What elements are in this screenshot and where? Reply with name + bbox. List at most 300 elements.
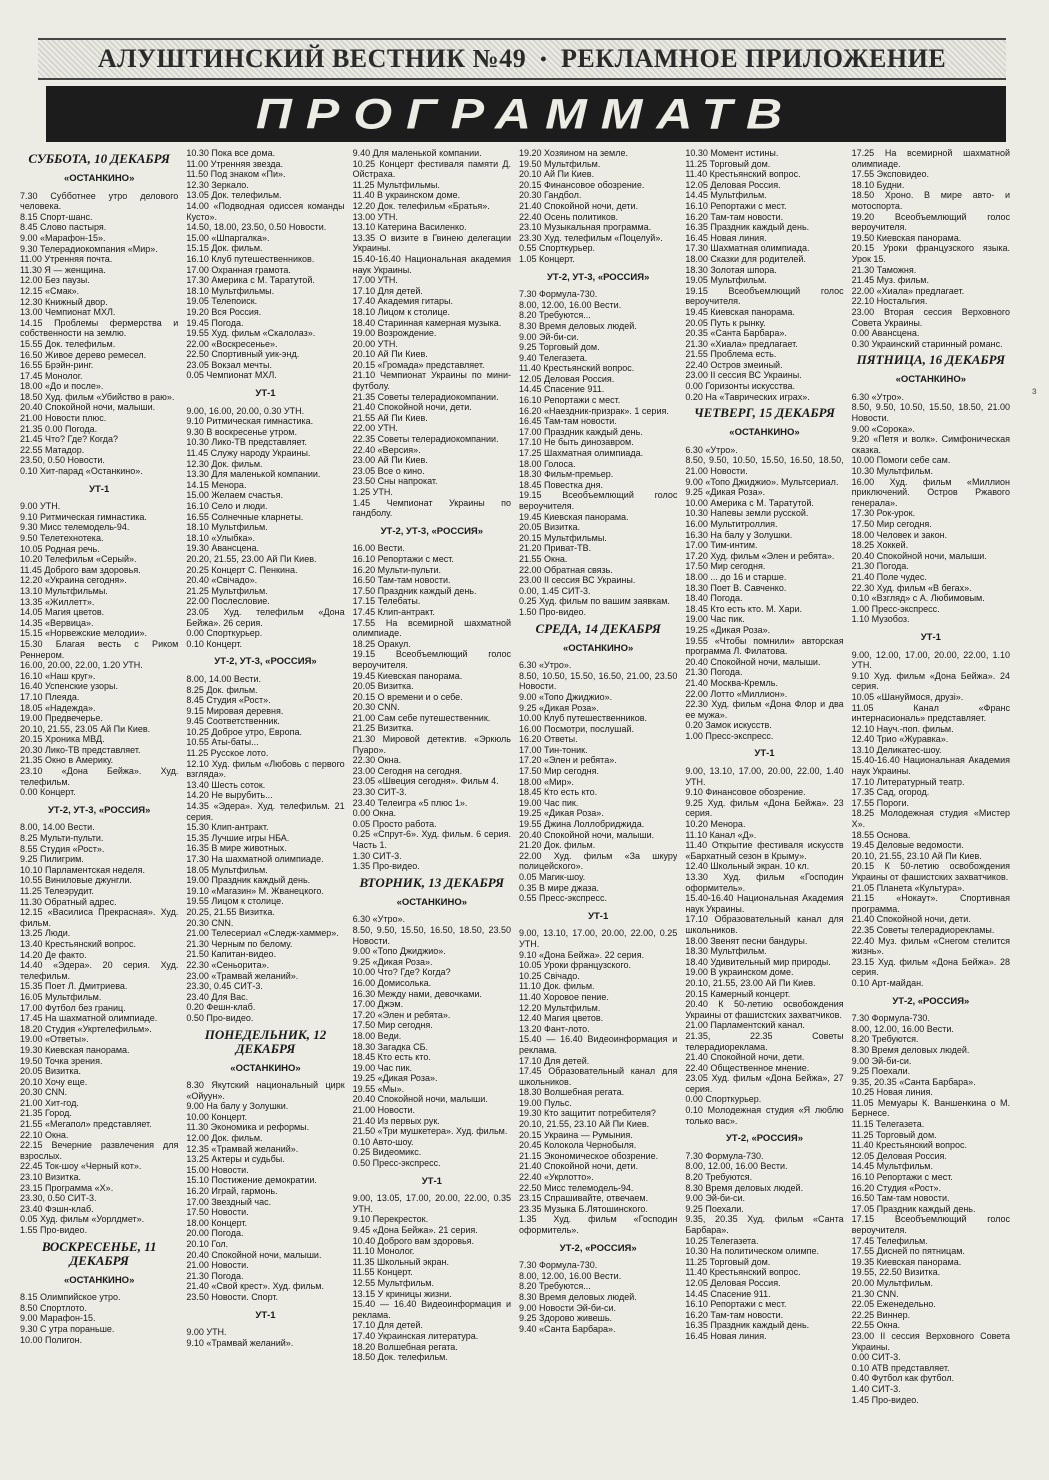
program-entry: 12.20 «Украина сегодня». — [20, 575, 127, 586]
program-entry: 9.25 «Дикая Роза». — [518, 702, 599, 713]
program-entry: 0.05 Чемпионат МХЛ. — [186, 370, 277, 381]
program-entry: 0.05 Просто работа. — [352, 818, 437, 829]
program-entry: 22.00 «Хиала» предлагает. — [851, 285, 965, 296]
schedule-column — [685, 148, 843, 1470]
program-entry: 17.00 Джэм. — [352, 999, 404, 1010]
program-entry: 0.00 Горизонты искусства. — [685, 381, 796, 392]
program-entry: 13.10 Деликатес-шоу. — [851, 744, 942, 755]
program-entry: 9.10 Перекресток. — [352, 1214, 429, 1225]
program-entry: 9.00 УТН. — [186, 1327, 227, 1338]
program-entry: 18.10 Лицом к столице. — [352, 306, 450, 317]
program-entry: 15.30 Благая весть с Риком Реннером. — [20, 638, 179, 660]
program-entry: 20.45 Колокола Чернобыля. — [518, 1140, 637, 1151]
program-entry: 15.10 Постижение демократии. — [186, 1175, 317, 1186]
program-entry: 9.40 Для маленькой компании. — [352, 148, 482, 158]
program-entry: 23.30, 0.45 СИТ-3. — [186, 981, 263, 992]
program-entry: 11.25 Торговый дом. — [685, 158, 771, 169]
program-entry: 13.20 Фант-лото. — [518, 1023, 590, 1034]
program-entry: 20.10 Гол. — [186, 1239, 229, 1249]
program-entry: 9.25 Пилигрим. — [20, 854, 84, 865]
program-entry: 7.30 Формула-730. — [685, 1150, 764, 1161]
program-entry: 9.15 Мировая деревня. — [186, 705, 284, 716]
program-entry: 19.55 Лицом к столице. — [186, 896, 284, 907]
program-entry: 21.05 Планета «Культура». — [851, 882, 965, 893]
program-entry: 10.30 Пока все дома. — [186, 148, 276, 158]
program-entry: 10.00 Америка с М. Таратутой. — [685, 497, 814, 508]
program-entry: 11.40 Крестьянский вопрос. — [685, 1267, 801, 1278]
program-entry: 17.50 Мир сегодня. — [685, 561, 766, 572]
program-entry: 17.35 Сад, огород. — [851, 787, 930, 798]
program-entry: 23.30 Худ. телефильм «Поцелуй». — [518, 232, 663, 243]
program-entry: 1.55 Про-видео. — [20, 1225, 88, 1235]
program-entry: 9.35, 20.35 Худ. фильм «Санта Барбара». — [685, 1214, 844, 1235]
program-entry: 1.30 СИТ-3. — [352, 850, 402, 861]
program-entry: 20.30 CNN. — [20, 1087, 68, 1098]
program-entry: 11.25 Телеэрудит. — [20, 886, 94, 896]
program-entry: 8.00, 14.00 Вести. — [186, 673, 262, 684]
program-entry: 13.15 У криницы жизни. — [352, 1288, 452, 1299]
program-entry: 16.00 Мультитроллия. — [685, 519, 778, 529]
program-entry: 23.05 Худ. фильм «Дона Бейжа», 27 серия. — [685, 1073, 844, 1094]
program-entry: 18.00 «Мир». — [518, 776, 575, 787]
program-entry: 13.35 О визите в Гвинею делегации Украины. — [352, 232, 511, 254]
program-entry: 21.50 «Три мушкетера». Худ. фильм. — [352, 1126, 508, 1137]
program-entry: 19.00 Час пик. — [685, 614, 745, 625]
program-entry: 11.40 Хоровое пение. — [518, 991, 609, 1002]
program-entry: 9.30 Мисс телемодель-94. — [20, 522, 130, 533]
program-entry: 18.45 Кто есть кто. М. Хари. — [685, 603, 803, 614]
program-entry: 1.35 Про-видео. — [352, 861, 420, 872]
program-entry: 0.00 Спорткурьер. — [186, 628, 263, 639]
program-entry: 17.20 «Элен и ребята». — [518, 755, 617, 766]
program-entry: 19.45 Деловые ведомости. — [851, 840, 964, 851]
program-entry: 16.20 Ответы. — [518, 734, 578, 745]
program-entry: 10.30 Момент истины. — [685, 148, 779, 158]
program-entry: 16.00 Худ. фильм «Миллион приключений. Остров Ржавого генерала». — [851, 476, 1010, 508]
program-entry: 21.40 Спокойной ночи, дети. — [851, 914, 971, 925]
program-entry: 18.00 Веди. — [352, 1030, 402, 1041]
program-entry: 21.00 Телесериал «Следж-хаммер». — [186, 928, 339, 939]
program-entry: 23.30 СИТ-3. — [352, 787, 407, 798]
program-entry: 11.25 Мультфильмы. — [352, 179, 440, 190]
program-entry: 9.30 Телерадиокомпания «Мир». — [20, 243, 158, 254]
program-entry: 17.30 Америка с М. Таратутой. — [186, 275, 315, 286]
program-entry: 6.30 «Утро». — [851, 391, 905, 402]
program-entry: 9.00 Эй-би-си. — [685, 1193, 746, 1204]
program-entry: 11.55 Концерт. — [352, 1267, 413, 1278]
program-entry: 21.40 Спокойной ночи, дети. — [518, 200, 639, 211]
program-entry: 11.40 В украинском доме. — [352, 190, 461, 201]
program-entry: 19.55, 22.50 Визитка. — [851, 1267, 941, 1278]
program-entry: 13.10 Мультфильмы. — [20, 585, 108, 596]
channel-heading: «ОСТАНКИНО» — [63, 173, 135, 184]
program-entry: 23.05 Вокзал мечты. — [186, 359, 272, 370]
program-entry: 18.25 Хоккей. — [851, 540, 909, 551]
program-entry: 21.00 Сам себе путешественник. — [352, 712, 491, 723]
program-entry: 9.25 «Дикая Роза». — [685, 487, 766, 498]
program-entry: 19.00 Час пик. — [518, 797, 579, 808]
program-entry: 0.00 Спорткурьер. — [685, 1094, 762, 1105]
program-entry: 20.30 CNN. — [186, 917, 234, 928]
program-entry: 18.00 ... до 16 и старше. — [685, 571, 787, 582]
program-entry: 20.15 Уроки французского языка. Урок 15. — [851, 243, 1010, 264]
program-entry: 1.05 Концерт. — [518, 253, 575, 264]
program-entry: 1.00 Пресс-экспресс. — [851, 603, 940, 614]
program-entry: 16.30 На балу у Золушки. — [685, 529, 793, 540]
program-entry: 23.00 II сессия ВС Украины. — [518, 575, 636, 586]
program-entry: 7.30 Формула-730. — [851, 1013, 930, 1024]
program-entry: 23.15 Спрашивайте, отвечаем. — [518, 1193, 649, 1204]
program-entry: 16.20 Там-там новости. — [685, 211, 784, 222]
program-entry: 12.20 Мультфильм. — [518, 1002, 601, 1013]
program-entry: 11.50 Под знаком «Пи». — [186, 169, 286, 180]
program-entry: 1.35 Худ. фильм «Господин оформитель». — [518, 1214, 678, 1235]
program-entry: 8.20 Требуются... — [518, 310, 591, 321]
program-entry: 18.45 Кто есть кто. — [518, 787, 598, 798]
program-entry: 11.10 Канал «Д». — [685, 829, 757, 840]
program-entry: 16.55 Брэйн-ринг. — [20, 360, 94, 371]
channel-heading: УТ-1 — [754, 748, 775, 760]
program-entry: 11.25 Торговый дом. — [851, 1129, 937, 1140]
program-entry: 22.10 Окна. — [20, 1129, 69, 1140]
program-entry: 19.05 Телепоиск. — [186, 296, 258, 307]
program-entry: 9.00 Эй-би-си. — [851, 1055, 912, 1066]
program-entry: 20.15 О времени и о себе. — [352, 691, 463, 702]
program-entry: 22.00 Худ. фильм «За шкуру полицейского». — [518, 850, 678, 872]
program-entry: 19.25 «Дикая Роза». — [518, 808, 604, 819]
program-entry: 11.05 Мемуары К. Ваншенкина о М. Бернесе. — [851, 1097, 1010, 1119]
program-entry: 9.00 Новости Эй-би-си. — [518, 1302, 617, 1313]
program-entry: 23.05 Худ. телефильм «Дона Бейжа». 26 серия. — [186, 606, 345, 628]
program-entry: 18.30 Загадка СБ. — [352, 1041, 429, 1052]
program-entry: 19.00 Предвечерье. — [20, 713, 103, 724]
program-entry: 19.15 Всеобъемлющий голос вероучителя. — [518, 490, 678, 511]
schedule-column — [20, 148, 178, 1470]
program-entry: 0.10 «Взгляд» с А. Любимовым. — [851, 593, 985, 604]
program-entry: 20.30 Гандбол. — [518, 190, 582, 201]
program-entry: 20.35 «Санта Барбара». — [685, 328, 787, 339]
program-entry: 8.20 Требуются. — [685, 1172, 753, 1183]
channel-heading: «ОСТАНКИНО» — [230, 1062, 301, 1074]
program-entry: 9.10 «Трамвай желаний». — [186, 1337, 294, 1348]
program-entry: 11.45 Служу народу Украины. — [186, 448, 311, 459]
program-entry: 14.35 «Вервица». — [20, 617, 94, 628]
program-entry: 0.50 Пресс-экспресс. — [352, 1158, 441, 1169]
program-entry: 14.45 Спасение 911. — [518, 384, 605, 395]
program-entry: 9.50 Телетехнотека. — [20, 533, 104, 543]
program-entry: 8.20 Требуются... — [518, 1281, 591, 1292]
program-entry: 11.25 Торговый дом. — [685, 1256, 771, 1267]
program-entry: 8.25 Док. фильм. — [186, 684, 258, 695]
program-entry: 9.10 Худ. фильм «Дона Бейжа». 24 серия. — [851, 670, 1010, 692]
program-entry: 10.55 Аты-баты... — [186, 737, 259, 748]
program-entry: 7.30 Субботнее утро делового человека. — [20, 190, 179, 212]
program-entry: 11.35 Школьный экран. — [352, 1256, 450, 1267]
program-entry: 9.00, 13.10, 17.00, 20.00, 22.00, 0.25 УТН. — [518, 928, 678, 949]
program-entry: 22.10 Ностальгия. — [851, 296, 928, 307]
program-entry: 20.40 Спокойной ночи, малыши. — [352, 1094, 488, 1105]
program-entry: 19.35 Киевская панорама. — [851, 1256, 962, 1267]
program-entry: 20.40 «Свiчадо». — [186, 575, 258, 586]
program-entry: 9.10 Ритмическая гимнастика. — [20, 511, 147, 522]
program-entry: 13.25 Люди. — [20, 928, 71, 939]
program-entry: 15.00 «Шпаргалка». — [186, 232, 270, 243]
program-entry: 17.15 Телебаты. — [352, 596, 421, 607]
program-entry: 9.45 Соответственник. — [186, 716, 280, 727]
program-entry: 18.10 Мультфильмы. — [186, 285, 275, 296]
program-entry: 20.00 УТН. — [352, 338, 398, 349]
program-entry: 10.40 Доброго вам здоровья. — [352, 1235, 475, 1246]
program-entry: 18.05 «Надежда». — [20, 702, 96, 713]
channel-heading: УТ-1 — [255, 1309, 276, 1321]
program-entry: 21.40 «Свой крест». Худ. фильм. — [186, 1281, 324, 1292]
program-entry: 9.25 Поехали. — [685, 1203, 744, 1214]
program-entry: 15.35 Лучшие игры НБА. — [186, 832, 290, 843]
program-entry: 16.40 Успенские узоры. — [20, 681, 118, 692]
program-entry: 8.00, 14.00 Вести. — [20, 822, 95, 833]
program-entry: 15.55 Док. телефильм. — [20, 338, 116, 349]
program-entry: 14.50, 18.00, 23.50, 0.50 Новости. — [186, 222, 327, 233]
program-entry: 8.25 Мульти-пульти. — [20, 833, 104, 844]
program-entry: 17.10 Для детей. — [352, 285, 423, 296]
program-entry: 21.35 Советы телерадиокомпании. — [352, 391, 499, 402]
program-entry: 11.30 Я — женщина. — [20, 264, 106, 275]
program-entry: 8.30 Время деловых людей. — [685, 1182, 804, 1193]
program-entry: 18.50 Худ. фильм «Убийство в раю». — [20, 391, 175, 402]
program-entry: 18.10 Мультфильм. — [186, 522, 268, 533]
program-entry: 10.00 Концерт. — [186, 1111, 248, 1122]
program-entry: 10.30 Лико-ТВ представляет. — [186, 437, 307, 448]
program-entry: 23.00 Сегодня на сегодня. — [352, 765, 463, 776]
program-entry: 9.25 Худ. фильм «Дона Бейжа». 23 серия. — [685, 797, 844, 819]
program-entry: 15.40 — 16.40 Видеоинформация и реклама. — [352, 1299, 511, 1320]
program-entry: 23.40 Для Вас. — [186, 991, 249, 1002]
program-entry: 14.00 «Подводная одиссея команды Кусто». — [186, 200, 345, 222]
program-entry: 0.55 Пресс-экспресс. — [518, 893, 607, 904]
channel-heading: УТ-1 — [421, 1175, 442, 1187]
schedule-columns — [20, 148, 1010, 1470]
program-entry: 17.10 Для детей. — [352, 1320, 423, 1331]
program-entry: 10.25 Новая линия. — [851, 1087, 933, 1098]
program-entry: 10.25 Свiчадо. — [518, 970, 580, 981]
program-entry: 22.00 Лотто «Миллион». — [685, 688, 788, 699]
program-entry: 20.15 Финансовое обозрение. — [518, 179, 645, 190]
channel-heading: УТ-2, «РОССИЯ» — [559, 1242, 637, 1254]
program-entry: 21.20 Док. фильм. — [518, 840, 596, 851]
program-entry: 21.55 Окна. — [518, 553, 568, 564]
program-entry: 12.15 «Василиса Прекрасная». Худ. фильм. — [20, 907, 179, 928]
program-entry: 20.10 Ай Пи Киев. — [518, 169, 595, 180]
program-entry: 18.00 Сказки для родителей. — [685, 253, 806, 264]
program-entry: 22.40 Муз. фильм «Снегом стелится жизнь». — [851, 935, 1010, 957]
program-entry: 1.10 Музобоз. — [851, 614, 910, 625]
masthead-section: РЕКЛАМНОЕ ПРИЛОЖЕНИЕ — [561, 44, 947, 73]
program-entry: 19.20 Хозяином на земле. — [518, 148, 628, 158]
program-entry: 9.40 «Санта Барбара». — [518, 1323, 616, 1334]
program-entry: 18.20 Студия «Укртелефильм». — [20, 1023, 152, 1034]
program-entry: 19.55 «Мы». — [352, 1083, 405, 1094]
program-entry: 19.45 Погода. — [186, 317, 244, 328]
channel-heading: УТ-2, «РОССИЯ» — [892, 995, 970, 1007]
program-entry: 16.10 Репортажи с мест. — [685, 1299, 787, 1310]
program-entry: 22.15 Вечерние развлечения для взрослых. — [20, 1140, 179, 1161]
program-entry: 12.30 Док. фильм. — [186, 458, 263, 469]
program-entry: 9.00 Эй-би-си. — [518, 331, 579, 342]
program-entry: 21.00 Новости. — [352, 1105, 416, 1116]
program-banner — [46, 86, 1006, 142]
program-entry: 18.00 Человек и закон. — [851, 529, 948, 540]
program-entry: 9.10 Финансовое обозрение. — [685, 787, 806, 798]
program-entry: 16.35 В мире животных. — [186, 843, 287, 854]
program-entry: 22.00 УТН. — [352, 423, 398, 434]
program-entry: 8.45 Слово пастыря. — [20, 222, 107, 233]
program-entry: 21.40 Спокойной ночи, дети. — [518, 1161, 639, 1172]
program-entry: 21.55 «Мегапол» представляет. — [20, 1119, 152, 1130]
program-entry: 19.00 Праздник каждый день. — [186, 875, 311, 886]
program-entry: 22.30 Худ. фильм «В бегах». — [851, 582, 972, 593]
program-entry: 9.25 Поехали. — [851, 1066, 911, 1077]
program-entry: 16.45 Новая линия. — [685, 1330, 767, 1341]
program-entry: 20.10, 21.55, 23.10 Ай Пи Киев. — [851, 850, 982, 861]
program-entry: 12.15 «Смак». — [20, 285, 80, 296]
program-entry: 0.30 Украинский старинный романс. — [851, 338, 1003, 349]
program-entry: 17.55 Дисней по пятницам. — [851, 1246, 965, 1257]
program-entry: 0.00 Авансцена. — [851, 328, 920, 339]
program-entry: 12.00 Без паузы. — [20, 275, 90, 286]
program-entry: 13.25 Актеры и судьбы. — [186, 1154, 285, 1165]
program-entry: 9.25 Здорово живешь. — [518, 1313, 613, 1324]
program-entry: 17.55 На всемирной шахматной олимпиаде. — [352, 617, 511, 639]
channel-heading: «ОСТАНКИНО» — [63, 1274, 135, 1286]
program-entry: 21.40 Поле чудес. — [851, 571, 927, 582]
program-entry: 20.40 Спокойной ночи, малыши. — [685, 656, 821, 667]
program-entry: 17.10 Плеяда. — [20, 691, 80, 702]
program-entry: 21.35 Окно в Америку. — [20, 755, 114, 766]
program-entry: 9.00, 13.05, 17.00, 20.00, 22.00, 0.35 УТН. — [352, 1193, 511, 1214]
program-entry: 11.10 Док. фильм. — [518, 981, 595, 992]
program-entry: 19.20 Всеобъемлющий голос вероучителя. — [851, 211, 1010, 233]
program-entry: 22.55 Окна. — [851, 1320, 901, 1331]
program-entry: 23.00 «Трамвай желаний». — [186, 970, 299, 981]
program-entry: 12.30 Книжный двор. — [20, 296, 108, 307]
program-entry: 20.10, 21.55, 23.00 Ай Пи Киев. — [685, 977, 816, 988]
program-entry: 8.50, 9.50, 10.50, 15.50, 18.50, 21.00 Новости. — [851, 402, 1010, 424]
program-entry: 23.00 II сессия ВС Украины. — [685, 370, 802, 381]
program-entry: 21.30 Таможня. — [851, 264, 917, 275]
channel-heading: УТ-1 — [588, 910, 609, 922]
program-entry: 11.40 Крестьянский вопрос. — [851, 1140, 967, 1151]
program-entry: 12.05 Деловая Россия. — [518, 373, 615, 384]
program-entry: 8.15 Спорт-шанс. — [20, 211, 93, 222]
program-entry: 19.55 «Чтобы помнили» авторская программа Л. Филатова. — [685, 635, 844, 657]
program-entry: 23.50 Новости. Спорт. — [186, 1291, 279, 1302]
program-entry: 9.25 «Дикая Роза». — [352, 956, 433, 967]
program-entry: 19.55 Худ. фильм «Скалолаз». — [186, 328, 316, 339]
program-entry: 19.00 Возрождение. — [352, 328, 437, 339]
day-heading: ЧЕТВЕРГ, 15 ДЕКАБРЯ — [693, 405, 836, 421]
program-entry: 16.10 «Наш круг». — [20, 670, 96, 681]
program-entry: 9.00 «Сорока». — [851, 423, 915, 434]
program-entry: 12.30 Зеркало. — [186, 179, 249, 190]
program-entry: 22.05 Еженедельно. — [851, 1299, 936, 1310]
program-entry: 0.10 Молодежная студия «Я люблю только вас». — [685, 1105, 844, 1126]
program-entry: 20.40 Спокойной ночи, малыши. — [186, 1249, 322, 1260]
program-entry: 20.15 К 50-летию освобождения Украины от фашистских захватчиков. — [851, 861, 1010, 882]
program-entry: 18.00 Концерт. — [186, 1217, 248, 1228]
program-entry: 22.35 Советы телерадиокомпании. — [352, 434, 499, 445]
program-entry: 18.45 Кто есть кто. — [352, 1052, 431, 1063]
program-entry: 20.05 Путь к рынку. — [685, 317, 766, 328]
program-entry: 20.10 Хочу еще. — [20, 1076, 88, 1087]
program-entry: 9.20 «Петя и волк». Симфоническая сказка. — [851, 434, 1010, 455]
channel-heading: «ОСТАНКИНО» — [895, 374, 967, 386]
program-entry: 16.00 Вести. — [352, 543, 405, 554]
program-entry: 20.00 Погода. — [186, 1228, 244, 1239]
program-entry: 17.20 «Элен и ребята». — [352, 1009, 451, 1020]
program-entry: 15.40 — 16.40 Видеоинформация и реклама. — [518, 1034, 678, 1055]
program-entry: 11.45 Доброго вам здоровья. — [20, 564, 141, 575]
program-entry: 12.10 Науч.-поп. фильм. — [851, 723, 954, 734]
channel-heading: УТ-2, «РОССИЯ» — [726, 1133, 803, 1145]
program-entry: 8.15 Олимпийское утро. — [20, 1292, 121, 1303]
schedule-column — [353, 148, 511, 1470]
program-entry: 21.35, 22.35 Советы телерадиореклама. — [685, 1030, 844, 1052]
program-entry: 1.00 Пресс-экспресс. — [685, 730, 774, 741]
program-entry: 22.45 Ток-шоу «Черный кот». — [20, 1161, 142, 1172]
program-entry: 12.40 Школьный экран. 10 кл. — [685, 861, 810, 872]
day-heading: СРЕДА, 14 ДЕКАБРЯ — [535, 620, 661, 636]
channel-heading: УТ-2, УТ-3, «РОССИЯ» — [47, 804, 151, 816]
program-entry: 17.55 Пороги. — [851, 797, 909, 808]
program-entry: 20.10, 21.55, 23.10 Ай Пи Киев. — [518, 1119, 650, 1130]
program-entry: 16.20 Играй, гармонь. — [186, 1186, 278, 1197]
program-entry: 17.10 Образовательный канал для школьников. — [685, 914, 844, 935]
program-entry: 18.25 Оракул. — [352, 638, 411, 649]
program-entry: 18.30 Поет В. Савченко. — [685, 582, 787, 593]
program-entry: 17.30 На шахматной олимпиаде. — [186, 854, 324, 864]
program-entry: 20.30 CNN. — [352, 702, 400, 713]
channel-heading: УТ-1 — [89, 483, 110, 495]
program-entry: 19.00 Пульс. — [518, 1097, 572, 1108]
program-entry: 9.00 «Топо Джиджио». — [352, 946, 446, 957]
program-entry: 23.15 Программа «Х». — [20, 1182, 114, 1193]
program-entry: 15.15 Док. фильм. — [186, 243, 263, 254]
program-entry: 17.00 Праздник каждый день. — [518, 426, 643, 437]
program-entry: 22.35 Советы телерадиорекламы. — [851, 924, 995, 935]
program-entry: 10.00 Клуб путешественников. — [518, 713, 647, 724]
program-entry: 9.00 «Топо Джиджио». — [518, 691, 613, 702]
program-entry: 16.20 Мульти-пульти. — [352, 564, 442, 575]
program-entry: 23.05 Все о кино. — [352, 465, 425, 476]
program-entry: 18.10 Будни. — [851, 179, 905, 190]
program-entry: 0.20 Фешн-клаб. — [186, 1002, 256, 1013]
program-entry: 22.40 «Версия». — [352, 444, 421, 455]
program-entry: 11.00 Утренняя почта. — [20, 254, 113, 265]
program-entry: 11.40 Крестьянский вопрос. — [685, 169, 801, 180]
program-entry: 21.55 Проблема есть. — [685, 349, 777, 360]
program-entry: 1.40 СИТ-3. — [851, 1383, 901, 1394]
program-entry: 18.30 Мультфильм. — [685, 946, 767, 957]
program-entry: 16.35 Праздник каждый день. — [685, 222, 810, 233]
program-entry: 17.45 На шахматной олимпиаде. — [20, 1013, 158, 1024]
program-entry: 9.30 С утра пораньше. — [20, 1323, 115, 1334]
program-entry: 21.30 CNN. — [851, 1288, 899, 1299]
program-entry: 12.00 Док. фильм. — [186, 1133, 263, 1144]
program-entry: 20.10, 21.55, 23.05 Ай Пи Киев. — [20, 723, 151, 734]
program-entry: 20.40 Спокойной ночи, малыши. — [518, 829, 655, 840]
program-entry: 17.00 Тим-интим. — [685, 540, 758, 551]
program-entry: 9.45 «Дона Бейжа». 21 серия. — [352, 1225, 478, 1235]
